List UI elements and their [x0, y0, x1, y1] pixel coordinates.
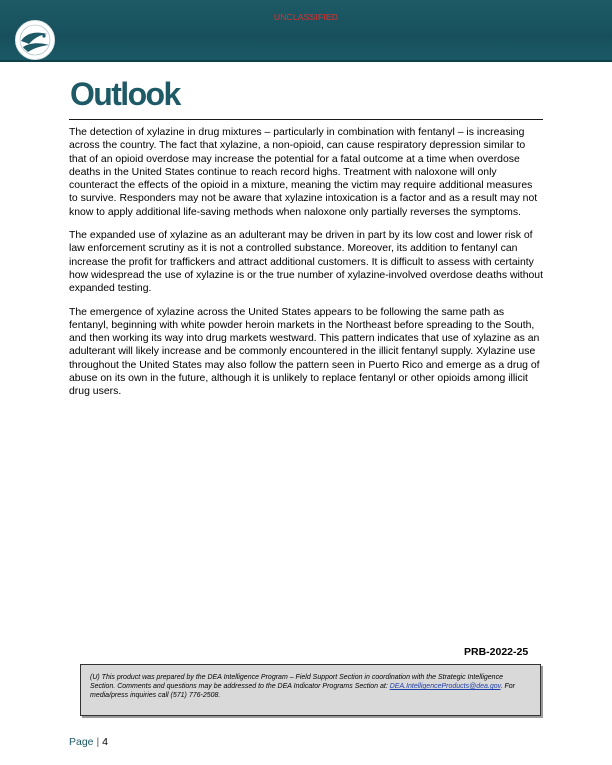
page-label: Page — [69, 736, 94, 748]
header-banner — [0, 0, 612, 62]
page-footer — [69, 736, 108, 748]
paragraph: The detection of xylazine in drug mixtures – particularly in combination with fentanyl – is increasing across the country. The fact that xylazine, a non-opioid, can cause respiratory depression similar to that of an opioid overdose may increase the potential for a fatal outcome at a time when overdose deaths in the United States continue to reach record highs. Treatment with naloxone will only counteract the effects of the opioid in a mixture, meaning the victim may require additional measures to survive. Responders may not be aware that xylazine intoxication is a factor and as a result may not know to apply additional life-saving methods when naloxone only partially reverses the symptoms. — [69, 127, 538, 218]
media-contact-text: . For media/press inquiries call (571) 776-2508. — [90, 683, 515, 699]
disclaimer-box — [80, 664, 541, 716]
body-text — [69, 126, 543, 409]
contact-email-link[interactable]: DEA.IntelligenceProducts@dea.gov — [389, 683, 501, 690]
report-id: PRB-2022-25 — [464, 646, 529, 658]
disclaimer-text: (U) This product was prepared by the DEA Intelligence Program – Field Support Section in coordination with the Strategic Intelligence Section. Comments and questions may be addressed to the DEA Indicator Programs Section at: — [90, 674, 503, 690]
page-number: 4 — [102, 736, 108, 748]
title-divider — [69, 119, 543, 120]
paragraph: The emergence of xylazine across the United States appears to be following the same path as fentanyl, beginning with white powder heroin markets in the Northeast before spreading to the South, and then working its way into drug markets westward. This pattern indicates that use of xylazine as an adulterant will likely increase and be commonly encountered in the illicit fentanyl supply. Xylazine use throughout the United States may also follow the pattern seen in Puerto Rico and emerge as a drug of abuse on its own in the future, although it is unlikely to replace fentanyl or other opioids among illicit drug users. — [69, 306, 540, 398]
page-title: Outlook — [70, 76, 180, 112]
dea-eagle-seal-icon — [14, 19, 56, 61]
paragraph: The expanded use of xylazine as an adulterant may be driven in part by its low cost and lower risk of law enforcement scrutiny as it is not a controlled substance. Moreover, its addition to fentanyl can increase the profit for traffickers and attract additional customers. It is difficult to assess with certainty how widespread the use of xylazine is or the true number of xylazine-involved overdose deaths without expanded testing. — [69, 230, 544, 295]
classification-marking: UNCLASSIFIED — [273, 12, 339, 22]
footer-separator: | — [96, 736, 100, 748]
